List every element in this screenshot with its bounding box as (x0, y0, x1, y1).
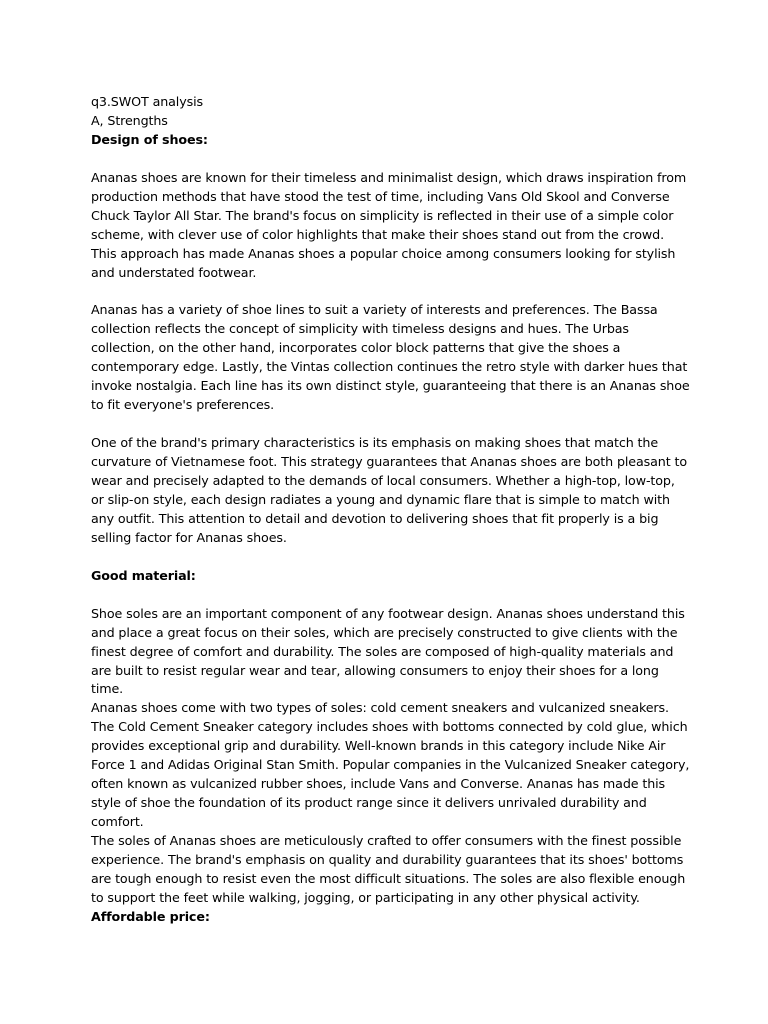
paragraph-sole-types: Ananas shoes come with two types of soles: cold cement sneakers and vulcanized sneakers. The Cold Cement Sneaker category includes shoes with bottoms connected by cold glue, which provides exceptional grip and durability. Well-known brands in this category include Nike Air Force 1 and Adidas Original Stan Smith. Popular companies in the Vulcanized Sneaker category, often known as vulcanized rubber shoes, include Vans and Converse. Ananas has made this style of shoe the foundation of its product range since it delivers unrivaled durability and comfort. (91, 700, 690, 830)
document-page (91, 93, 691, 927)
paragraph-gap (91, 415, 691, 434)
paragraph-gap (91, 150, 691, 169)
heading-good-material: Good material: (91, 567, 196, 583)
paragraph-shoe-lines: Ananas has a variety of shoe lines to suit a variety of interests and preferences. The Bassa collection reflects the concept of simplicity with timeless designs and hues. The Urbas collection, on the other hand, incorporates color block patterns that give the shoes a contemporary edge. Lastly, the Vintas collection continues the retro style with darker hues that invoke nostalgia. Each line has its own distinct style, guaranteeing that there is an Ananas shoe to fit everyone's preferences. (91, 302, 690, 413)
paragraph-sole-craft: The soles of Ananas shoes are meticulously crafted to offer consumers with the finest possible experience. The brand's emphasis on quality and durability guarantees that its shoes' bottoms are tough enough to resist even the most difficult situations. The soles are also flexible enough to support the feet while walking, jogging, or participating in any other physical activity. (91, 833, 686, 905)
paragraph-foot-fit: One of the brand's primary characteristics is its emphasis on making shoes that match the curvature of Vietnamese foot. This strategy guarantees that Ananas shoes are both pleasant to wear and precisely adapted to the demands of local consumers. Whether a high-top, low-top, or slip-on style, each design radiates a young and dynamic flare that is simple to match with any outfit. This attention to detail and devotion to delivering shoes that fit properly is a big selling factor for Ananas shoes. (91, 435, 687, 545)
paragraph-gap (91, 283, 691, 302)
heading-design-of-shoes: Design of shoes: (91, 131, 208, 147)
document-title: q3.SWOT analysis (91, 94, 203, 109)
paragraph-design-intro: Ananas shoes are known for their timeless and minimalist design, which draws inspiration from production methods that have stood the test of time, including Vans Old Skool and Converse Chuck Taylor All Star. The brand's focus on simplicity is reflected in their use of a simple color scheme, with clever use of color highlights that make their shoes stand out from the crowd. This approach has made Ananas shoes a popular choice among consumers looking for stylish and understated footwear. (91, 169, 687, 280)
paragraph-gap (91, 548, 691, 567)
section-label: A, Strengths (91, 112, 168, 128)
paragraph-soles-importance: Shoe soles are an important component of any footwear design. Ananas shoes understand this and place a great focus on their soles, which are precisely constructed to give clients with the finest degree of comfort and durability. The soles are composed of high-quality materials and are built to resist regular wear and tear, allowing consumers to enjoy their shoes for a long time. (91, 605, 685, 697)
heading-affordable-price: Affordable price: (91, 908, 210, 924)
paragraph-gap (91, 586, 691, 605)
